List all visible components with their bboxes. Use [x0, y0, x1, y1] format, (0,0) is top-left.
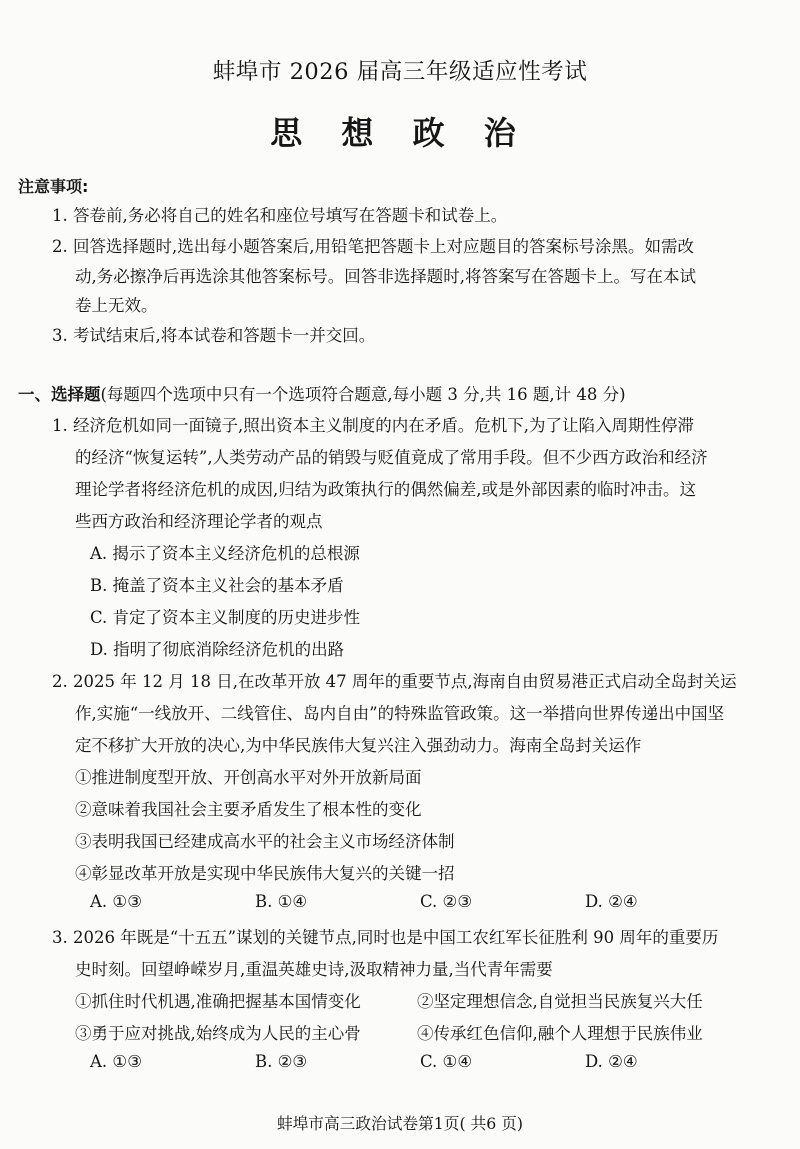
subject-title: 思 想 政 治 — [270, 114, 530, 152]
q2-option-d: D. ②④ — [585, 892, 638, 911]
section-heading — [18, 381, 626, 405]
q3-option-c: C. ①④ — [420, 1052, 473, 1071]
q3-option-a: A. ①③ — [90, 1052, 142, 1071]
notice-item-1: 1. 答卷前,务必将自己的姓名和座位号填写在答题卡和试卷上。 — [52, 206, 508, 225]
q2-statement-3: ③表明我国已经建成高水平的社会主义市场经济体制 — [75, 832, 455, 851]
q2-statement-2: ②意味着我国社会主要矛盾发生了根本性的变化 — [75, 800, 422, 819]
q2-option-c: C. ②③ — [420, 892, 473, 911]
q3-option-b: B. ②③ — [255, 1052, 308, 1071]
q2-option-b: B. ①④ — [255, 892, 308, 911]
q3-statement-4: ④传承红色信仰,融个人理想于民族伟业 — [417, 1024, 703, 1043]
notice-heading: 注意事项: — [18, 177, 89, 196]
q1-option-c: C. 肯定了资本主义制度的历史进步性 — [90, 608, 361, 627]
q2-stem-line-3: 定不移扩大开放的决心,为中华民族伟大复兴注入强劲动力。海南全岛封关运作 — [75, 736, 642, 755]
q1-stem-line-4: 些西方政治和经济理论学者的观点 — [75, 512, 323, 531]
q2-option-a: A. ①③ — [90, 892, 142, 911]
q1-option-b: B. 掩盖了资本主义社会的基本矛盾 — [90, 576, 344, 595]
q3-statement-3: ③勇于应对挑战,始终成为人民的主心骨 — [75, 1024, 361, 1043]
q1-option-d: D. 指明了彻底消除经济危机的出路 — [90, 640, 345, 659]
q1-stem-line-3: 理论学者将经济危机的成因,归结为政策执行的偶然偏差,或是外部因素的临时冲击。这 — [75, 480, 696, 499]
exam-title: 蚌埠市 2026 届高三年级适应性考试 — [212, 59, 588, 85]
notice-item-2-line-2: 动,务必擦净后再选涂其他答案标号。回答非选择题时,将答案写在答题卡上。写在本试 — [75, 267, 696, 286]
q3-stem-line-2: 史时刻。回望峥嵘岁月,重温英雄史诗,汲取精神力量,当代青年需要 — [75, 960, 553, 979]
q3-statement-1: ①抓住时代机遇,准确把握基本国情变化 — [75, 992, 361, 1011]
q3-option-d: D. ②④ — [585, 1052, 638, 1071]
section-description: (每题四个选项中只有一个选项符合题意,每小题 3 分,共 16 题,计 48 分) — [100, 385, 626, 404]
q2-stem-line-2: 作,实施“一线放开、二线管住、岛内自由”的特殊监管政策。这一举措向世界传递出中国坚 — [75, 704, 725, 723]
q2-statement-4: ④彰显改革开放是实现中华民族伟大复兴的关键一招 — [75, 864, 455, 883]
q3-stem-line-1: 3. 2026 年既是“十五五”谋划的关键节点,同时也是中国工农红军长征胜利 90 周年的重要历 — [52, 928, 719, 947]
q1-stem-line-1: 1. 经济危机如同一面镜子,照出资本主义制度的内在矛盾。危机下,为了让陷入周期性停滞 — [52, 416, 694, 435]
q1-option-a: A. 揭示了资本主义经济危机的总根源 — [90, 544, 360, 563]
q1-stem-line-2: 的经济“恢复运转”,人类劳动产品的销毁与贬值竟成了常用手段。但不少西方政治和经济 — [75, 448, 708, 467]
q2-statement-1: ①推进制度型开放、开创高水平对外开放新局面 — [75, 768, 422, 787]
notice-item-3: 3. 考试结束后,将本试卷和答题卡一并交回。 — [52, 326, 376, 345]
notice-item-2-line-3: 卷上无效。 — [75, 296, 158, 315]
q2-stem-line-1: 2. 2025 年 12 月 18 日,在改革开放 47 周年的重要节点,海南自由贸易港正式启动全岛封关运 — [52, 672, 737, 691]
page-footer: 蚌埠市高三政治试卷第1页( 共6 页) — [276, 1114, 524, 1133]
q3-statement-2: ②坚定理想信念,自觉担当民族复兴大任 — [417, 992, 703, 1011]
notice-item-2-line-1: 2. 回答选择题时,选出每小题答案后,用铅笔把答题卡上对应题目的答案标号涂黑。如需改 — [52, 237, 694, 256]
section-label: 一、选择题 — [18, 385, 101, 404]
